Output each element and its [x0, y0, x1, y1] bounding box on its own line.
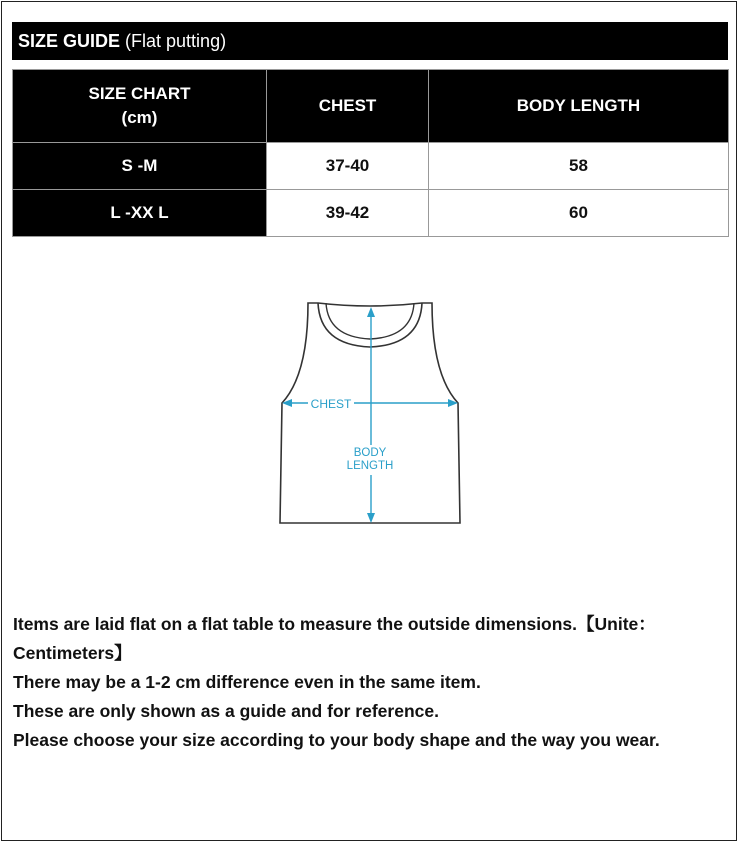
- tank-top-outline: [280, 303, 460, 523]
- body-length-cell: 58: [429, 143, 729, 190]
- header-subtitle: (Flat putting): [125, 30, 227, 51]
- tank-top-diagram: [270, 295, 470, 535]
- note-line: These are only shown as a guide and for reference.: [13, 701, 439, 721]
- header-body-length: BODY LENGTH: [429, 70, 729, 143]
- chest-cell: 37-40: [267, 143, 429, 190]
- header-title: SIZE GUIDE: [18, 30, 121, 51]
- size-chart-table: [12, 69, 729, 237]
- body-length-cell: 60: [429, 190, 729, 237]
- measurement-notes: [13, 610, 733, 755]
- size-cell: S -M: [13, 143, 267, 190]
- header-size-chart: [13, 70, 267, 143]
- chest-cell: 39-42: [267, 190, 429, 237]
- note-line: Centimeters】: [13, 643, 132, 663]
- size-cell: L -XX L: [13, 190, 267, 237]
- note-line: Please choose your size according to your body shape and the way you wear.: [13, 730, 660, 750]
- size-guide-header: [12, 22, 728, 60]
- header-unit-label: (cm): [121, 108, 158, 127]
- header-size-chart-label: SIZE CHART: [88, 84, 191, 103]
- header-chest: CHEST: [267, 70, 429, 143]
- note-line: Items are laid flat on a flat table to measure the outside dimensions.【Unite：: [13, 614, 656, 634]
- note-line: There may be a 1-2 cm difference even in the same item.: [13, 672, 481, 692]
- chest-label: CHEST: [310, 397, 352, 411]
- body-length-label-line1: BODY: [353, 447, 387, 459]
- body-length-label-line2: LENGTH: [346, 460, 394, 472]
- table-row: [13, 190, 729, 237]
- table-row: [13, 143, 729, 190]
- table-header-row: [13, 70, 729, 143]
